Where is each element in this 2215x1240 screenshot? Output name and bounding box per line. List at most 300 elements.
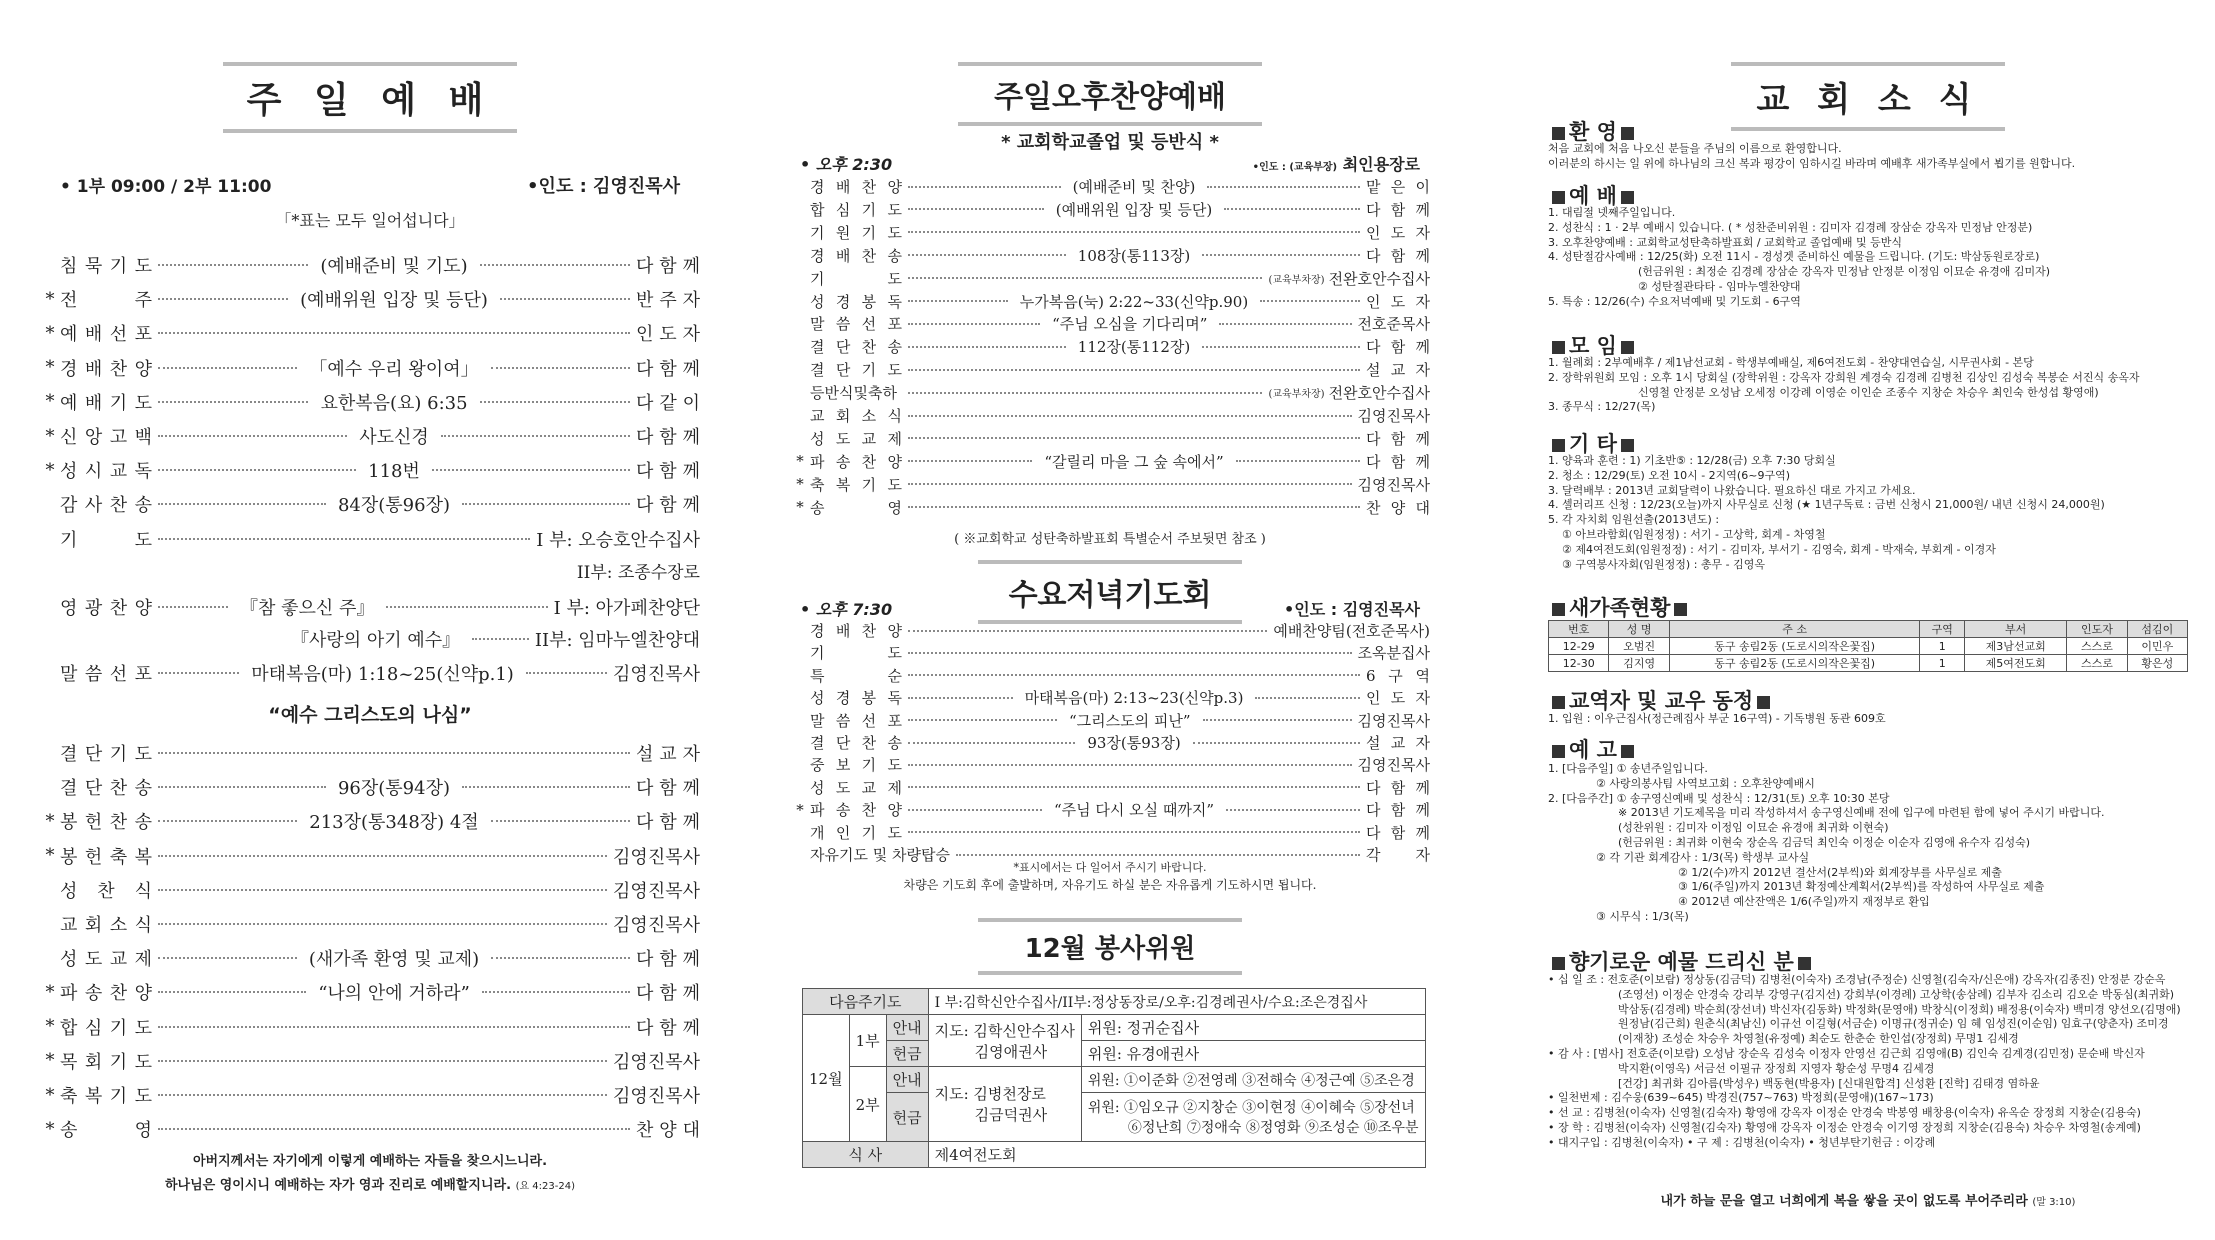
second-service-guide: 위원: ①이준화 ②전영례 ③전해숙 ④정근예 ⑤조은경 [1081, 1067, 1425, 1093]
dot-leader [491, 820, 630, 822]
dot-leader [1219, 323, 1351, 325]
sunday-worship-column [40, 0, 700, 1240]
worship-item-person: 찬 양 대 [636, 1120, 700, 1142]
dot-leader [908, 630, 1267, 632]
afternoon-item-row [790, 497, 1430, 518]
afternoon-item-role: (교육부차장) [1268, 274, 1325, 286]
afternoon-item-label: 성 경 봉 독 [810, 292, 902, 311]
new-family-cell: 제3남선교회 [1965, 638, 2067, 655]
meeting-news-line: 1. 월례회 : 2부예배후 / 제1남선교회 - 학생부예배실, 제6여전도회 - 찬양대연습실, 시무권사회 - 본당 [1548, 356, 2034, 369]
worship-item-label: 합 심 기 도 [60, 1017, 152, 1039]
afternoon-item-label: 축 복 기 도 [810, 475, 902, 494]
staff-heading [1548, 685, 1774, 715]
afternoon-item-label: 합 심 기 도 [810, 200, 902, 219]
afternoon-item-detail: 108장(통113장) [1072, 245, 1196, 266]
sermon-preacher: 김영진목사 [613, 664, 700, 685]
new-family-cell: 스스로 [2067, 655, 2127, 672]
afternoon-item-row [790, 428, 1430, 449]
notice-heading-text: 예 고 [1569, 738, 1617, 762]
afternoon-item-detail: (예배준비 및 찬양) [1067, 176, 1202, 197]
worship-item-label: 파 송 찬 양 [60, 983, 152, 1005]
worship-item-label: 성 도 교 제 [60, 949, 152, 971]
offering-givers-heading-text: 향기로운 예물 드리신 분 [1569, 950, 1794, 974]
square-bullet-icon [1552, 957, 1565, 970]
notice-line: ③ 1/6(주일)까지 2013년 확정예산계획서(2부씩)를 작성하여 사무실로 제출 [1678, 880, 2045, 894]
afternoon-note: ( ※교회학교 성탄축하발표회 특별순서 주보뒷면 참조 ) [954, 532, 1266, 547]
worship-item-person: 다 함 께 [636, 495, 700, 517]
notice-line: 2. [다음주간] ① 송구영신예배 및 성찬식 : 12/31(토) 오후 10:30 본당 [1548, 791, 1890, 805]
worship-item-row [40, 977, 700, 1007]
meeting-heading-text: 모 임 [1569, 334, 1617, 358]
wednesday-item-detail: “그리스도의 피난” [1063, 710, 1197, 731]
afternoon-item-detail: “갈릴리 마을 그 숲 속에서” [1038, 451, 1229, 472]
dot-leader [432, 469, 630, 471]
worship-item-person: 김영진목사 [613, 1051, 700, 1073]
dot-leader [158, 469, 356, 471]
worship-item-label: 성 시 교 독 [60, 461, 152, 483]
new-family-column-header: 성 명 [1609, 621, 1669, 638]
welcome-line: 처음 교회에 처음 나오신 분들을 주님의 이름으로 환영합니다. [1548, 142, 1842, 155]
afternoon-item-detail: (예배위원 입장 및 등단) [1050, 199, 1218, 220]
worship-item-person: 다 함 께 [636, 358, 701, 380]
etc-heading-text: 기 타 [1569, 432, 1617, 456]
wednesday-item-person: 인 도 자 [1366, 689, 1430, 708]
dot-leader [1202, 346, 1360, 348]
notice-line: ④ 2012년 예산잔액은 1/6(주일)까지 재정부로 환입 [1678, 895, 1930, 909]
etc-news-line: ① 아브라함회(임원정정) : 서기 - 고상학, 회계 - 차영철 [1562, 528, 1826, 541]
worship-item-person: 다 함 께 [636, 461, 700, 483]
new-family-header-row [1549, 621, 2188, 638]
offering-giver-line: 박삼동(김경례) 박순희(장선녀) 박신자(김동화) 박정화(문영애) 박창식(이정희) 배정용(이숙자) 백미경 양선오(김명애) [1618, 1002, 2181, 1016]
afternoon-item-label: 말 씀 선 포 [810, 315, 902, 334]
afternoon-item-row [790, 268, 1430, 289]
worship-item-label: 송 영 [60, 1120, 152, 1142]
dot-leader [480, 264, 630, 266]
worship-item-row [40, 875, 700, 905]
worship-item-person: 김영진목사 [613, 846, 700, 868]
worship-item-person: 반 주 자 [636, 290, 701, 312]
worship-item-label: 전 주 [60, 290, 152, 312]
dot-leader [158, 503, 326, 505]
dot-leader [908, 786, 1360, 788]
offering-label: 헌금 [886, 1041, 928, 1067]
dot-leader [908, 415, 1352, 417]
worship-item-row [40, 1080, 700, 1110]
new-family-column-header: 주 소 [1669, 621, 1920, 638]
afternoon-worship-time: • 오후 2:30 [800, 155, 893, 174]
welcome-heading-text: 환 영 [1569, 120, 1617, 144]
church-news-column [1548, 0, 2188, 1240]
offering-givers-heading [1548, 946, 1815, 976]
wednesday-item-person: 김영진목사 [1357, 711, 1430, 730]
standing-marker: * [45, 459, 55, 481]
worship-leader: •인도 : 김영진목사 [527, 176, 680, 197]
square-bullet-icon [1798, 957, 1811, 970]
etc-news-line: ③ 구역봉사자회(임원정정) : 총무 - 김영옥 [1562, 557, 1765, 571]
footer-verse-reference: (말 3:10) [2032, 1197, 2076, 1208]
dot-leader [158, 889, 607, 891]
new-family-cell: 1 [1920, 638, 1965, 655]
dot-leader [908, 506, 1360, 508]
new-family-column-header: 번호 [1549, 621, 1609, 638]
worship-item-label: 결 단 기 도 [60, 744, 152, 765]
dot-leader [491, 957, 630, 959]
next-prayer-label: 다음주기도 [803, 989, 929, 1015]
wednesday-item-row [790, 665, 1430, 686]
sermon-title: “예수 그리스도의 나심” [268, 704, 472, 726]
afternoon-item-person: 찬 양 대 [1366, 498, 1430, 517]
wednesday-note-2: 차량은 기도회 후에 출발하며, 자유기도 하실 분은 자유롭게 기도하시면 됩니다. [903, 878, 1317, 892]
first-service-leaders [928, 1015, 1081, 1067]
glory-song-2: 『사랑의 아기 예수』 [285, 626, 466, 652]
afternoon-worship-subtitle: * 교회학교졸업 및 등반식 * [1001, 132, 1219, 153]
square-bullet-icon [1621, 127, 1634, 140]
wednesday-item-row [790, 710, 1430, 731]
afternoon-item-row [790, 222, 1430, 243]
dot-leader [908, 300, 1008, 302]
notice-line: ② 각 기관 회계감사 : 1/3(목) 학생부 교사실 [1596, 850, 1810, 864]
worship-item-row [40, 909, 700, 939]
verse-line-1: 아버지께서는 자기에게 이렇게 예배하는 자들을 찾으시느니라. [192, 1154, 548, 1169]
standing-marker: * [45, 322, 55, 344]
standing-marker: * [45, 288, 55, 310]
afternoon-item-label: 등반식및축하 [810, 384, 897, 403]
december-volunteers-title: 12월 봉사위원 [978, 918, 1242, 975]
worship-item-person: 설 교 자 [636, 744, 700, 765]
standing-marker: * [45, 425, 55, 447]
afternoon-item-person: 다 함 께 [1366, 338, 1430, 357]
new-family-cell: 김지영 [1609, 655, 1669, 672]
offering-giver-line: • 대지구입 : 김병천(이숙자) • 구 제 : 김병천(이숙자) • 청년부탄기헌금 : 이강례 [1548, 1135, 1936, 1149]
offering-giver-line: • 일천번제 : 김수웅(639~645) 박경진(757~763) 박정희(문영애)(167~173) [1548, 1091, 1934, 1105]
notice-line: ② 사랑의봉사팀 사역보고회 : 오후찬양예배시 [1596, 776, 1815, 790]
worship-item-label: 경 배 찬 양 [60, 358, 152, 380]
square-bullet-icon [1757, 696, 1770, 709]
worship-item-row [40, 284, 700, 314]
standing-marker: * [796, 498, 804, 517]
notice-line: ② 1/2(수)까지 2012년 결산서(2부씩)와 회계장부를 사무실로 제출 [1678, 865, 2002, 879]
dot-leader [908, 323, 1040, 325]
afternoon-item-row [790, 382, 1430, 403]
guide-label: 안내 [886, 1015, 928, 1041]
sunday-worship-title: 주 일 예 배 [223, 62, 517, 133]
afternoon-leader-name: 최인용장로 [1342, 155, 1420, 174]
worship-item-label: 교 회 소 식 [60, 915, 152, 936]
dot-leader [158, 264, 308, 266]
worship-item-person: 김영진목사 [613, 915, 700, 936]
worship-item-label: 신 앙 고 백 [60, 427, 152, 448]
wednesday-item-label: 자유기도 및 차량탑승 [810, 846, 950, 864]
wednesday-leader: •인도 : 김영진목사 [1284, 600, 1420, 619]
worship-item-label: 목 회 기 도 [60, 1051, 152, 1073]
standing-note: 「*표는 모두 일어섭니다」 [275, 211, 465, 230]
worship-item-person: 다 함 께 [636, 427, 700, 448]
offering-giver-line: (이재창) 조성순 차승우 차영철(유정예) 최순도 한춘순 한인섭(장정희) 무명1 김세경 [1618, 1032, 2019, 1046]
glory-choir-2: II부: 임마누엘찬양대 [534, 630, 700, 651]
afternoon-item-person: 맡 은 이 [1366, 178, 1431, 196]
worship-item-detail: 사도신경 [353, 423, 435, 449]
worship-item-detail: 118번 [362, 457, 426, 483]
dot-leader [956, 854, 1360, 856]
worship-item-label: 봉 헌 축 복 [60, 846, 152, 868]
afternoon-item-detail: 112장(통112장) [1072, 336, 1196, 357]
dot-leader [1207, 186, 1360, 188]
worship-item-detail: (예배위원 입장 및 등단) [294, 286, 494, 312]
offering-giver-line: (조영선) 이정순 안경숙 강리부 강영구(김지선) 강희부(이경례) 고상학(송삼례) 김부자 김소리 김오순 박동심(최귀화) [1618, 987, 2175, 1001]
etc-news-line: ② 제4여전도회(임원정정) : 서기 - 김미자, 부서기 - 김영숙, 회계 - 박재숙, 부회계 - 이경자 [1562, 542, 1996, 556]
wednesday-time: • 오후 7:30 [800, 600, 893, 619]
second-service-offering-1: 위원: ①임오규 ②지창순 ③이현정 ④이혜숙 ⑤장선녀 [1087, 1100, 1415, 1116]
dot-leader [908, 764, 1352, 766]
afternoon-item-person: 전완호안수집사 [1328, 269, 1430, 288]
dot-leader [462, 786, 630, 788]
wednesday-item-row [790, 620, 1430, 641]
sermon-label: 말 씀 선 포 [60, 664, 152, 685]
wednesday-item-person: 설 교 자 [1366, 734, 1431, 752]
square-bullet-icon [1674, 603, 1687, 616]
dot-leader [158, 752, 630, 754]
glory-row [40, 592, 700, 622]
meeting-news-line: 2. 장학위원회 모임 : 오후 1시 당회실 (장학위원 : 강옥자 강희원 계경숙 김경례 김병천 김상인 김성숙 복봉순 서진식 송옥자 [1548, 370, 2140, 384]
glory-choir-1: I 부: 아가페찬양단 [553, 598, 700, 619]
glory-song-1: 『참 좋으신 주』 [234, 594, 380, 620]
offering-giver-line: 박지환(이영옥) 서금선 이필규 장정희 지영자 황순성 무명4 김세경 [1618, 1061, 1935, 1075]
afternoon-item-label: 경 배 찬 양 [810, 178, 902, 196]
dot-leader [908, 460, 1032, 462]
dot-leader [1236, 460, 1360, 462]
footer-verse-text: 내가 하늘 문을 열고 너희에게 복을 쌓을 곳이 없도록 부어주리라 [1660, 1194, 2028, 1209]
square-bullet-icon [1552, 745, 1565, 758]
worship-item-person: 김영진목사 [613, 1086, 700, 1107]
first-service-guide: 위원: 정귀순집사 [1081, 1015, 1425, 1041]
standing-marker: * [45, 391, 55, 413]
worship-item-detail: 「예수 우리 왕이여」 [303, 355, 484, 381]
dot-leader [158, 435, 347, 437]
afternoon-item-role: (교육부차장) [1268, 389, 1325, 401]
worship-news-line: 3. 오후찬양예배 : 교회학교성탄축하발표회 / 교회학교 졸업예배 및 등반식 [1548, 235, 1903, 249]
dot-leader [158, 1026, 630, 1028]
notice-line: (헌금위원 : 최귀화 이현숙 장순옥 김금덕 최인숙 이정순 이순자 김영애 유수자 김성숙) [1618, 836, 2031, 849]
worship-item-row [40, 1114, 700, 1144]
new-family-cell: 스스로 [2067, 638, 2127, 655]
dot-leader [1203, 719, 1352, 721]
square-bullet-icon [1552, 439, 1565, 452]
afternoon-item-row [790, 245, 1430, 266]
wednesday-item-row [790, 732, 1430, 753]
second-service-leaders [928, 1067, 1081, 1142]
afternoon-item-row [790, 291, 1430, 312]
new-family-cell: 동구 송림2동 (도로시의작은꽃집) [1669, 655, 1920, 672]
etc-news-line: 1. 양육과 훈련 : 1) 기초반⑤ : 12/28(금) 오후 7:30 당회실 [1548, 454, 1836, 467]
afternoon-item-person: 인 도 자 [1366, 223, 1430, 242]
wednesday-item-person: 다 함 께 [1366, 801, 1430, 820]
second-service-label: 2부 [849, 1067, 886, 1142]
afternoon-worship-column [790, 0, 1430, 1240]
dot-leader [908, 346, 1066, 348]
sermon-scripture: 마태복음(마) 1:18~25(신약p.1) [245, 660, 520, 686]
dot-leader [908, 186, 1061, 188]
wednesday-prayer-title: 수요저녁기도회 [978, 560, 1242, 624]
dot-leader [158, 1094, 607, 1096]
dot-leader [908, 831, 1360, 833]
worship-news-line: 1. 대림절 넷째주일입니다. [1548, 206, 1676, 219]
wednesday-item-label: 성 경 봉 독 [810, 689, 902, 708]
worship-time: • 1부 09:00 / 2부 11:00 [60, 177, 272, 197]
worship-item-detail: 84장(통96장) [332, 491, 456, 517]
new-family-body [1549, 638, 2188, 672]
dot-leader [480, 401, 630, 403]
verse-reference: (요 4:23-24) [515, 1181, 575, 1192]
afternoon-item-detail: 누가복음(눅) 2:22~33(신약p.90) [1014, 291, 1254, 312]
afternoon-item-label: 교 회 소 식 [810, 407, 902, 425]
offering-label-2: 헌금 [886, 1093, 928, 1142]
worship-item-row [40, 421, 700, 451]
etc-news-line: 4. 셀러리프 신청 : 12/23(오늘)까지 사무실로 신청 (★ 1년구독료 : 금번 신청시 21,000원/ 내년 신청시 24,000원) [1548, 498, 2105, 512]
worship-item-row [40, 489, 700, 519]
offering-giver-line: [건강] 최귀화 김아름(박성우) 백동현(박용자) [신대원합격] 신성환 [진학] 김태경 염하윤 [1618, 1076, 2040, 1090]
footer-verse [1548, 1190, 2188, 1209]
afternoon-item-row [790, 336, 1430, 357]
worship-item-row [40, 841, 700, 871]
dot-leader [462, 503, 630, 505]
dot-leader [908, 483, 1352, 485]
new-family-cell: 오범진 [1609, 638, 1669, 655]
worship-item-person: 인 도 자 [636, 324, 700, 346]
volunteers-table [802, 988, 1426, 1168]
wednesday-item-label: 경 배 찬 양 [810, 622, 902, 640]
wednesday-item-person: 예배찬양팀(전호준목사) [1273, 622, 1430, 640]
sermon-row [40, 658, 700, 688]
new-family-heading-text: 새가족현황 [1569, 596, 1671, 620]
worship-item-person: 다 함 께 [636, 256, 700, 277]
wednesday-item-label: 특 순 [810, 666, 902, 685]
table-row [1549, 655, 2188, 672]
new-family-cell: 1 [1920, 655, 1965, 672]
month-label: 12월 [803, 1015, 850, 1142]
dot-leader [158, 401, 308, 403]
meeting-news-line: 신영철 안정분 오성남 오세정 이강례 이영순 이인순 조종수 지창순 차승우 최인숙 한성섭 황영애) [1638, 385, 2099, 399]
first-service-label: 1부 [849, 1015, 886, 1067]
dot-leader [158, 332, 630, 334]
dot-leader [500, 298, 630, 300]
prayer-row [40, 524, 700, 554]
worship-item-row [40, 943, 700, 973]
standing-marker: * [45, 845, 55, 867]
worship-item-detail: “나의 안에 거하라” [312, 979, 476, 1005]
dot-leader [1224, 208, 1360, 210]
new-family-cell: 이민우 [2127, 638, 2187, 655]
first-service-offering: 위원: 유경애권사 [1081, 1041, 1425, 1067]
dot-leader [908, 809, 1042, 811]
verse-text-2: 하나님은 영이시니 예배하는 자가 영과 진리로 예배할지니라. [164, 1178, 512, 1193]
standing-marker: * [796, 800, 804, 819]
dot-leader [158, 855, 607, 857]
table-row [1549, 638, 2188, 655]
afternoon-item-label: 파 송 찬 양 [810, 452, 902, 471]
notice-heading [1548, 734, 1638, 764]
offering-giver-line: 원정남(김근희) 원춘식(최남신) 이규선 이길형(서금순) 이명규(정귀순) 임 혜 임성진(이순임) 임효구(양춘자) 조미경 [1618, 1017, 2169, 1031]
second-service-leader-1: 지도: 김병천장로 [934, 1085, 1046, 1103]
worship-item-person: 다 함 께 [636, 983, 701, 1005]
afternoon-item-label: 경 배 찬 송 [810, 246, 902, 265]
worship-news-line: 4. 성탄절감사예배 : 12/25(화) 오전 11시 - 경성겟 준비하신 예물을 드립니다. (기도: 박삼동원로장로) [1548, 250, 2040, 264]
worship-heading-text: 예 배 [1569, 184, 1617, 208]
afternoon-item-person: 인 도 자 [1366, 292, 1430, 311]
new-family-cell: 황은성 [2127, 655, 2187, 672]
dot-leader [908, 742, 1075, 744]
worship-news-line: 2. 성찬식 : 1 · 2부 예배시 있습니다. ( * 성찬준비위원 : 김미자 김경례 장삼순 강옥자 민정남 안정분) [1548, 220, 2033, 234]
first-service-leader-2: 김영애권사 [974, 1042, 1048, 1061]
square-bullet-icon [1552, 191, 1565, 204]
afternoon-item-row [790, 199, 1430, 220]
worship-item-detail: 96장(통94장) [332, 774, 456, 800]
new-family-column-header: 구역 [1920, 621, 1965, 638]
wednesday-item-row [790, 822, 1430, 843]
afternoon-item-person: 다 함 께 [1366, 200, 1431, 219]
notice-line: 1. [다음주일] ① 송년주일입니다. [1548, 762, 1708, 775]
glory-label: 영 광 찬 양 [60, 598, 152, 619]
dot-leader [158, 820, 297, 822]
second-service-offering-2: ⑥정난희 ⑦정애숙 ⑧정영화 ⑨조성순 ⑩조우분 [1127, 1120, 1419, 1136]
prayer-first-service: I 부: 오승호안수집사 [536, 530, 700, 551]
wednesday-item-person: 김영진목사 [1357, 756, 1430, 775]
wednesday-item-row [790, 642, 1430, 663]
afternoon-item-person: 김영진목사 [1357, 475, 1430, 494]
worship-item-row [40, 1012, 700, 1042]
new-family-column-header: 인도자 [2067, 621, 2127, 638]
etc-news-line: 3. 달력배부 : 2013년 교회달력이 나왔습니다. 필요하신 대로 가지고 가세요. [1548, 483, 1916, 497]
etc-news-line: 5. 각 자치회 임원선출(2013년도) : [1548, 513, 1720, 527]
worship-item-person: 김영진목사 [613, 880, 700, 902]
staff-news-line: 1. 입원 : 이우근집사(정근례집사 부군 16구역) - 기독병원 동관 609호 [1548, 712, 1886, 725]
worship-item-person: 다 함 께 [636, 949, 701, 971]
wednesday-note-1: *표시에서는 다 일어서 주시기 바랍니다. [1013, 861, 1207, 874]
worship-item-person: 다 함 께 [636, 1017, 700, 1039]
afternoon-item-detail: “주님 오심을 기다리며” [1046, 313, 1213, 334]
dot-leader [158, 786, 326, 788]
dot-leader [908, 208, 1044, 210]
church-news-title: 교 회 소 식 [1731, 62, 2005, 131]
wednesday-item-label: 중 보 기 도 [810, 756, 902, 775]
new-family-cell: 12-29 [1549, 638, 1609, 655]
dot-leader [158, 1060, 607, 1062]
dot-leader [158, 923, 607, 925]
worship-item-detail: (예배준비 및 기도) [314, 252, 473, 278]
wednesday-item-detail: 93장(통93장) [1081, 732, 1186, 753]
dot-leader [1260, 300, 1360, 302]
standing-marker: * [796, 475, 804, 494]
dot-leader [1226, 809, 1360, 811]
dot-leader [482, 991, 630, 993]
worship-news-line: (헌금위원 : 최정순 김경례 장삼순 강옥자 민정남 안정분 이정임 이묘순 유경애 김미자) [1638, 265, 2051, 279]
wednesday-item-label: 개 인 기 도 [810, 823, 902, 842]
offering-giver-line: • 감 사 : [범사] 전호준(이보람) 오성남 장순옥 김성숙 이정자 안영선 김근희 김영애(B) 김인숙 김계경(김민정) 문순배 박신자 [1548, 1047, 2145, 1060]
new-family-column-header: 부서 [1965, 621, 2067, 638]
standing-marker: * [45, 1016, 55, 1038]
wednesday-item-row [790, 777, 1430, 798]
afternoon-item-person: 전완호안수집사 [1328, 384, 1430, 403]
worship-item-detail: 213장(통348장) 4절 [303, 808, 484, 834]
dot-leader [908, 652, 1352, 654]
afternoon-item-row [790, 313, 1430, 334]
notice-line: ③ 시무식 : 1/3(목) [1596, 910, 1689, 923]
dot-leader [1202, 254, 1360, 256]
worship-item-row [40, 387, 700, 417]
dot-leader [158, 367, 297, 369]
worship-item-detail: 요한복음(요) 6:35 [314, 389, 473, 415]
offering-giver-line: • 선 교 : 김병천(이숙자) 신영철(김숙자) 황영애 강옥자 이정순 안경숙 박봉영 배창용(이숙자) 유옥순 장정희 지창순(김용숙) [1548, 1106, 2141, 1120]
dot-leader [158, 957, 297, 959]
